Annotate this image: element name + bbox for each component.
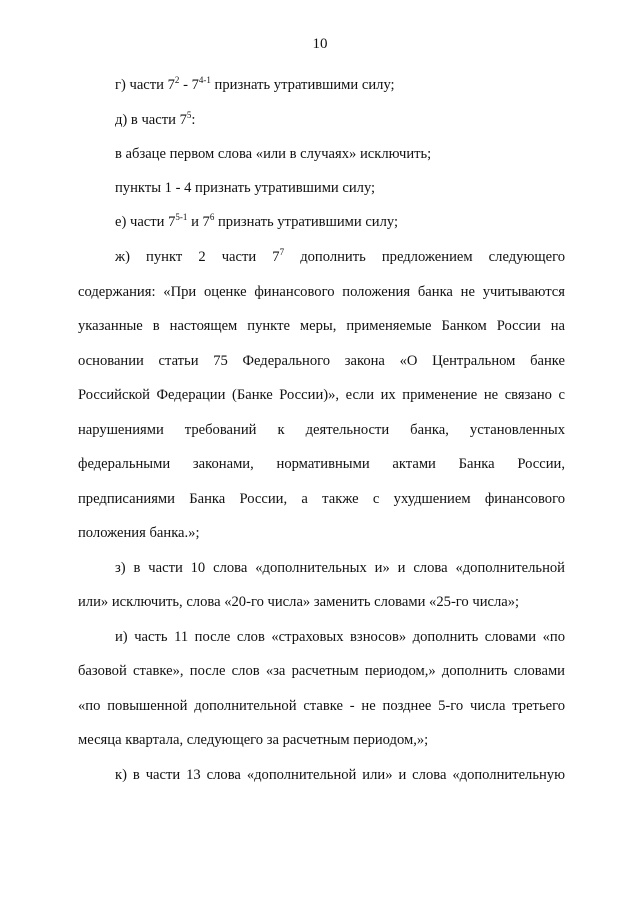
item-g-text-c: признать утратившими силу; — [210, 77, 395, 93]
item-zh-line-8: положения банка.»; — [78, 525, 200, 541]
item-zh-line-7: предписаниями Банка России, а также с ухудшением финансового — [78, 491, 565, 507]
item-g-sup1: 2 — [174, 75, 180, 85]
item-zh-first-sup: 7 — [279, 247, 285, 257]
item-e-sup2: 6 — [209, 212, 215, 222]
item-zh-line-3: основании статьи 75 Федерального закона «О Центральном банке — [78, 353, 565, 369]
item-z-line-1: или» исключить, слова «20-го числа» заменить словами «25-го числа»; — [78, 594, 520, 610]
item-e-text-b: и 7 — [187, 214, 210, 230]
item-zh-first-b: дополнить предложением следующего — [284, 249, 565, 265]
item-zh-line-6: федеральными законами, нормативными актами Банка России, — [78, 456, 565, 472]
item-zh-line-0 — [115, 248, 565, 266]
item-i-line-0: и) часть 11 после слов «страховых взносов» дополнить словами «по — [115, 629, 565, 645]
item-e-sup1: 5-1 — [175, 212, 188, 222]
item-zh-line-1: содержания: «При оценке финансового положения банка не учитываются — [78, 284, 565, 300]
page-number: 10 — [312, 36, 328, 52]
item-d-text-a: д) в части 7 — [115, 112, 187, 128]
item-d-line2: пункты 1 - 4 признать утратившими силу; — [115, 180, 376, 196]
item-i-line-3: месяца квартала, следующего за расчетным периодом,»; — [78, 732, 429, 748]
item-d — [115, 111, 195, 129]
item-i-line-1: базовой ставке», после слов «за расчетным периодом,» дополнить словами — [78, 663, 565, 679]
item-e — [115, 213, 398, 231]
item-zh-line-2: указанные в настоящем пункте меры, применяемые Банком России на — [78, 318, 565, 334]
item-zh-line-5: нарушениями требований к деятельности банка, установленных — [78, 422, 565, 438]
item-d-sup: 5 — [186, 110, 192, 120]
item-i-line-2: «по повышенной дополнительной ставке - не позднее 5-го числа третьего — [78, 698, 565, 714]
item-g-text-b: - 7 — [179, 77, 199, 93]
item-g-text-a: г) части 7 — [115, 77, 175, 93]
item-z-line-0: з) в части 10 слова «дополнительных и» и слова «дополнительной — [115, 560, 565, 576]
item-zh-line-4: Российской Федерации (Банке России)», если их применение не связано с — [78, 387, 565, 403]
item-e-text-c: признать утратившими силу; — [214, 214, 399, 230]
item-g — [115, 76, 395, 94]
item-d-text-b: : — [191, 112, 196, 128]
item-d-line1: в абзаце первом слова «или в случаях» исключить; — [115, 146, 432, 162]
item-zh-first-a: ж) пункт 2 части 7 — [115, 249, 280, 265]
item-e-text-a: е) части 7 — [115, 214, 176, 230]
item-k-line-0: к) в части 13 слова «дополнительной или» и слова «дополнительную — [115, 767, 565, 783]
item-g-sup2: 4-1 — [198, 75, 211, 85]
